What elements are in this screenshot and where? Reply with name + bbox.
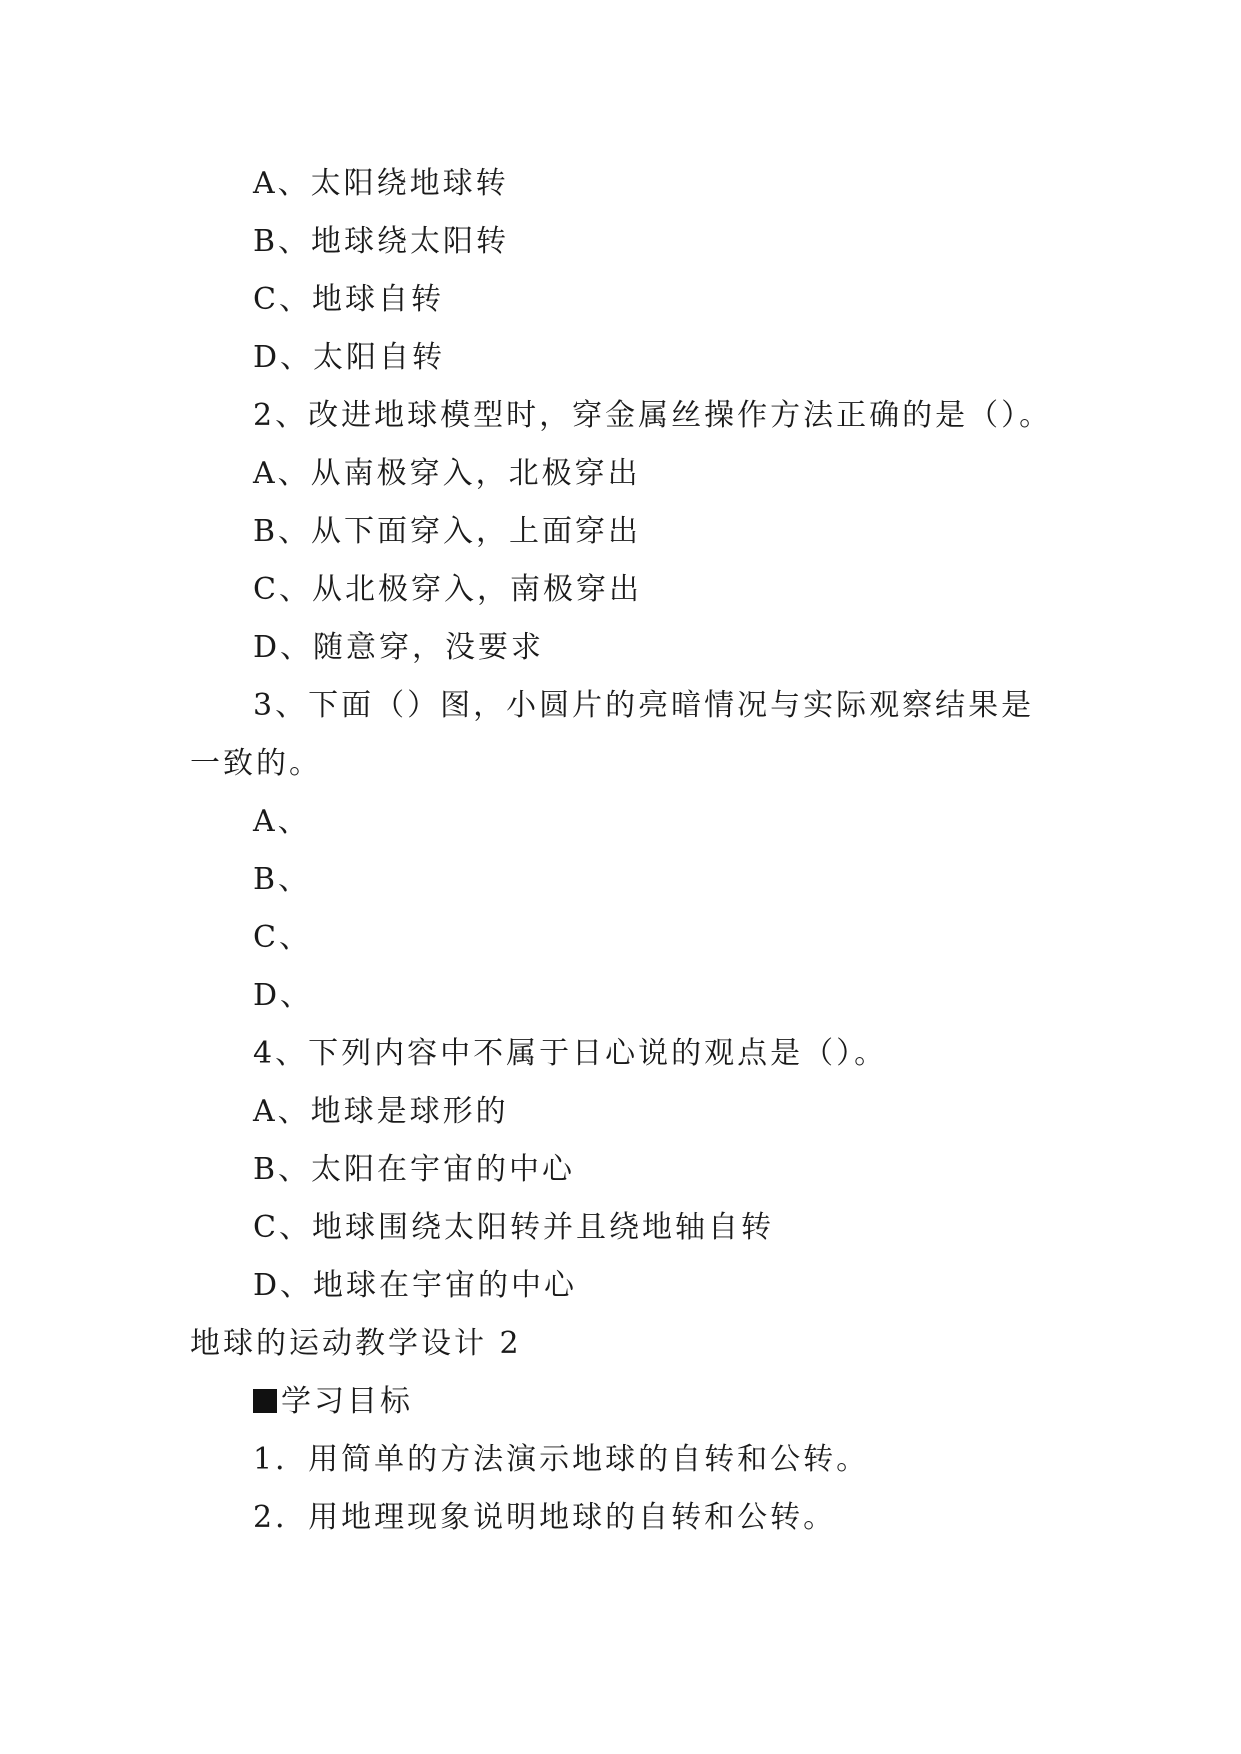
- question-3-continuation: 一致的。: [190, 746, 322, 781]
- q1-option-d: D、太阳自转: [253, 340, 446, 375]
- learning-goals-label: 学习目标: [281, 1384, 413, 1419]
- goal-2: 2．用地理现象说明地球的自转和公转。: [253, 1500, 837, 1535]
- q4-option-c: C、地球围绕太阳转并且绕地轴自转: [253, 1210, 774, 1245]
- q4-option-b: B、太阳在宇宙的中心: [253, 1152, 576, 1187]
- q1-option-c: C、地球自转: [253, 282, 444, 317]
- q2-option-a: A、从南极穿入，北极穿出: [253, 456, 641, 491]
- question-3: 3、下面（）图，小圆片的亮暗情况与实际观察结果是: [253, 688, 1035, 723]
- q4-option-a: A、地球是球形的: [253, 1094, 509, 1129]
- q3-option-c: C、: [253, 920, 312, 955]
- q2-option-b: B、从下面穿入，上面穿出: [253, 514, 642, 549]
- question-4: 4、下列内容中不属于日心说的观点是（）。: [253, 1036, 888, 1071]
- learning-goals-heading: [253, 1382, 413, 1422]
- q1-option-a: A、太阳绕地球转: [253, 166, 509, 201]
- q3-option-d: D、: [253, 978, 314, 1013]
- q2-option-d: D、随意穿，没要求: [253, 630, 545, 665]
- q3-option-a: A、: [253, 804, 311, 839]
- section-title: 地球的运动教学设计 2: [190, 1326, 522, 1361]
- q1-option-b: B、地球绕太阳转: [253, 224, 510, 259]
- q4-option-d: D、地球在宇宙的中心: [253, 1268, 578, 1303]
- q3-option-b: B、: [253, 862, 312, 897]
- q2-option-c: C、从北极穿入，南极穿出: [253, 572, 642, 607]
- question-2: 2、改进地球模型时，穿金属丝操作方法正确的是（）。: [253, 398, 1053, 433]
- black-square-icon: [253, 1389, 277, 1413]
- goal-1: 1．用简单的方法演示地球的自转和公转。: [253, 1442, 870, 1477]
